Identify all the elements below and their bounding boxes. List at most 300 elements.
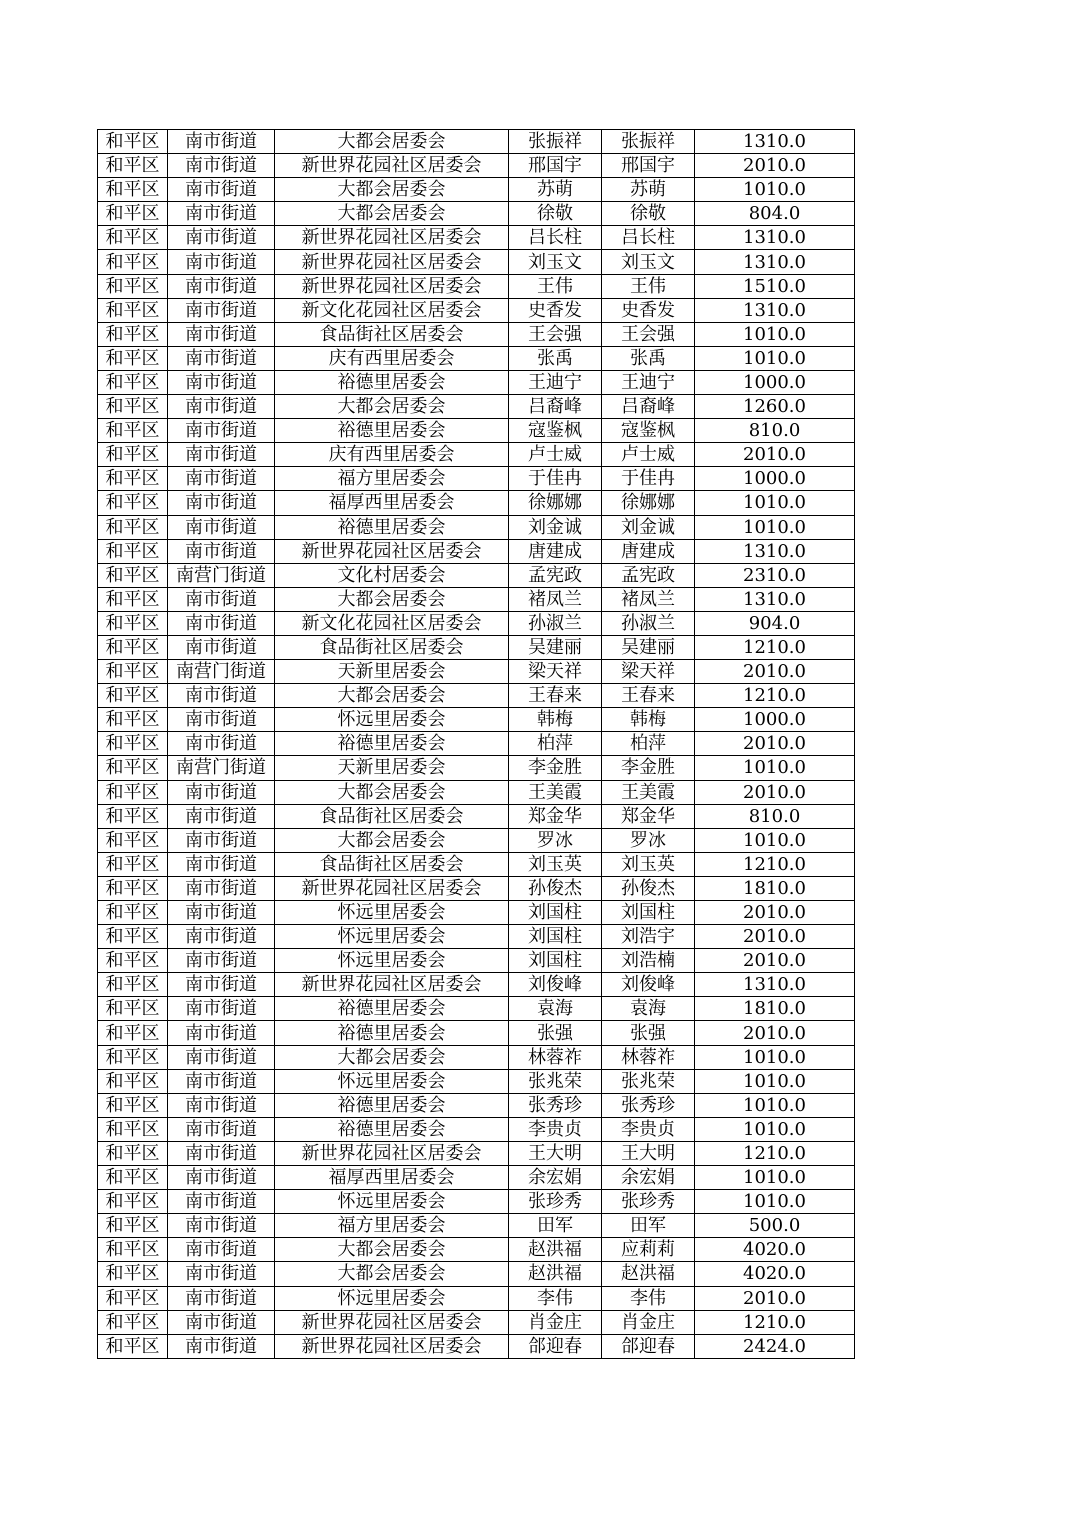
member-cell: 徐娜娜 [602, 491, 695, 515]
committee-cell: 新世界花园社区居委会 [275, 973, 509, 997]
table-row [98, 1238, 855, 1262]
applicant-cell: 孙俊杰 [509, 876, 602, 900]
member-cell: 王大明 [602, 1141, 695, 1165]
district-cell: 和平区 [98, 1166, 168, 1190]
street-cell: 南营门街道 [168, 756, 275, 780]
table-row [98, 828, 855, 852]
district-cell: 和平区 [98, 370, 168, 394]
table-row [98, 467, 855, 491]
district-cell: 和平区 [98, 901, 168, 925]
applicant-cell: 吕长柱 [509, 226, 602, 250]
street-cell: 南营门街道 [168, 563, 275, 587]
district-cell: 和平区 [98, 1286, 168, 1310]
amount-cell: 1260.0 [695, 395, 855, 419]
applicant-cell: 梁天祥 [509, 660, 602, 684]
applicant-cell: 王春来 [509, 684, 602, 708]
table-row [98, 1286, 855, 1310]
amount-cell: 2010.0 [695, 443, 855, 467]
table-row [98, 1262, 855, 1286]
applicant-cell: 韩梅 [509, 708, 602, 732]
committee-cell: 天新里居委会 [275, 660, 509, 684]
street-cell: 南市街道 [168, 298, 275, 322]
table-row [98, 997, 855, 1021]
applicant-cell: 刘金诚 [509, 515, 602, 539]
committee-cell: 大都会居委会 [275, 1238, 509, 1262]
applicant-cell: 李金胜 [509, 756, 602, 780]
member-cell: 李贵贞 [602, 1117, 695, 1141]
committee-cell: 新世界花园社区居委会 [275, 1141, 509, 1165]
committee-cell: 新文化花园社区居委会 [275, 298, 509, 322]
street-cell: 南市街道 [168, 539, 275, 563]
applicant-cell: 邢国宇 [509, 154, 602, 178]
member-cell: 韩梅 [602, 708, 695, 732]
district-cell: 和平区 [98, 1021, 168, 1045]
applicant-cell: 刘玉英 [509, 852, 602, 876]
applicant-cell: 张珍秀 [509, 1190, 602, 1214]
member-cell: 孟宪政 [602, 563, 695, 587]
applicant-cell: 张兆荣 [509, 1069, 602, 1093]
applicant-cell: 刘国柱 [509, 949, 602, 973]
member-cell: 刘浩楠 [602, 949, 695, 973]
street-cell: 南市街道 [168, 1238, 275, 1262]
district-cell: 和平区 [98, 563, 168, 587]
table-row [98, 587, 855, 611]
table-row [98, 395, 855, 419]
street-cell: 南市街道 [168, 635, 275, 659]
amount-cell: 2010.0 [695, 1021, 855, 1045]
district-cell: 和平区 [98, 1334, 168, 1358]
committee-cell: 新世界花园社区居委会 [275, 539, 509, 563]
amount-cell: 1210.0 [695, 1310, 855, 1334]
table-row [98, 250, 855, 274]
member-cell: 王春来 [602, 684, 695, 708]
table-row [98, 1334, 855, 1358]
district-cell: 和平区 [98, 949, 168, 973]
table-row [98, 370, 855, 394]
table-row [98, 876, 855, 900]
applicant-cell: 王美霞 [509, 780, 602, 804]
amount-cell: 2010.0 [695, 1286, 855, 1310]
table-row [98, 1069, 855, 1093]
street-cell: 南市街道 [168, 852, 275, 876]
applicant-cell: 王会强 [509, 322, 602, 346]
table-row [98, 1310, 855, 1334]
table-row [98, 274, 855, 298]
table-row [98, 563, 855, 587]
applicant-cell: 吕裔峰 [509, 395, 602, 419]
applicant-cell: 张秀珍 [509, 1093, 602, 1117]
street-cell: 南市街道 [168, 395, 275, 419]
member-cell: 梁天祥 [602, 660, 695, 684]
committee-cell: 怀远里居委会 [275, 901, 509, 925]
committee-cell: 大都会居委会 [275, 1045, 509, 1069]
committee-cell: 怀远里居委会 [275, 708, 509, 732]
member-cell: 苏萌 [602, 178, 695, 202]
district-cell: 和平区 [98, 876, 168, 900]
district-cell: 和平区 [98, 515, 168, 539]
committee-cell: 大都会居委会 [275, 684, 509, 708]
district-cell: 和平区 [98, 250, 168, 274]
district-cell: 和平区 [98, 491, 168, 515]
committee-cell: 大都会居委会 [275, 780, 509, 804]
committee-cell: 裕德里居委会 [275, 732, 509, 756]
committee-cell: 裕德里居委会 [275, 1117, 509, 1141]
member-cell: 徐敬 [602, 202, 695, 226]
committee-cell: 新世界花园社区居委会 [275, 274, 509, 298]
amount-cell: 2010.0 [695, 154, 855, 178]
amount-cell: 1310.0 [695, 973, 855, 997]
amount-cell: 1010.0 [695, 515, 855, 539]
amount-cell: 1010.0 [695, 1045, 855, 1069]
table-row [98, 949, 855, 973]
data-table [97, 129, 855, 1359]
district-cell: 和平区 [98, 130, 168, 154]
street-cell: 南市街道 [168, 1334, 275, 1358]
street-cell: 南市街道 [168, 1141, 275, 1165]
street-cell: 南市街道 [168, 202, 275, 226]
member-cell: 寇鉴枫 [602, 419, 695, 443]
amount-cell: 1310.0 [695, 587, 855, 611]
applicant-cell: 褚凤兰 [509, 587, 602, 611]
table-row [98, 635, 855, 659]
district-cell: 和平区 [98, 419, 168, 443]
amount-cell: 1010.0 [695, 322, 855, 346]
street-cell: 南市街道 [168, 587, 275, 611]
applicant-cell: 罗冰 [509, 828, 602, 852]
table-row [98, 178, 855, 202]
committee-cell: 福方里居委会 [275, 1214, 509, 1238]
table-row [98, 1166, 855, 1190]
district-cell: 和平区 [98, 1093, 168, 1117]
applicant-cell: 徐敬 [509, 202, 602, 226]
amount-cell: 810.0 [695, 419, 855, 443]
committee-cell: 裕德里居委会 [275, 1021, 509, 1045]
district-cell: 和平区 [98, 635, 168, 659]
member-cell: 田军 [602, 1214, 695, 1238]
table-row [98, 684, 855, 708]
applicant-cell: 余宏娟 [509, 1166, 602, 1190]
table-row [98, 780, 855, 804]
amount-cell: 2424.0 [695, 1334, 855, 1358]
district-cell: 和平区 [98, 925, 168, 949]
applicant-cell: 李伟 [509, 1286, 602, 1310]
member-cell: 卢士威 [602, 443, 695, 467]
committee-cell: 庆有西里居委会 [275, 443, 509, 467]
district-cell: 和平区 [98, 1141, 168, 1165]
street-cell: 南市街道 [168, 1021, 275, 1045]
district-cell: 和平区 [98, 1045, 168, 1069]
table-row [98, 1190, 855, 1214]
applicant-cell: 肖金庄 [509, 1310, 602, 1334]
amount-cell: 1510.0 [695, 274, 855, 298]
member-cell: 林蓉祚 [602, 1045, 695, 1069]
street-cell: 南市街道 [168, 515, 275, 539]
street-cell: 南市街道 [168, 804, 275, 828]
committee-cell: 食品街社区居委会 [275, 322, 509, 346]
amount-cell: 904.0 [695, 611, 855, 635]
member-cell: 刘俊峰 [602, 973, 695, 997]
committee-cell: 大都会居委会 [275, 395, 509, 419]
applicant-cell: 赵洪福 [509, 1238, 602, 1262]
district-cell: 和平区 [98, 804, 168, 828]
district-cell: 和平区 [98, 756, 168, 780]
table-row [98, 1045, 855, 1069]
applicant-cell: 王伟 [509, 274, 602, 298]
street-cell: 南市街道 [168, 684, 275, 708]
committee-cell: 裕德里居委会 [275, 997, 509, 1021]
street-cell: 南市街道 [168, 178, 275, 202]
applicant-cell: 徐娜娜 [509, 491, 602, 515]
committee-cell: 怀远里居委会 [275, 925, 509, 949]
applicant-cell: 赵洪福 [509, 1262, 602, 1286]
member-cell: 王伟 [602, 274, 695, 298]
applicant-cell: 孙淑兰 [509, 611, 602, 635]
district-cell: 和平区 [98, 443, 168, 467]
district-cell: 和平区 [98, 202, 168, 226]
street-cell: 南市街道 [168, 1310, 275, 1334]
street-cell: 南市街道 [168, 250, 275, 274]
district-cell: 和平区 [98, 708, 168, 732]
amount-cell: 2010.0 [695, 925, 855, 949]
applicant-cell: 柏萍 [509, 732, 602, 756]
applicant-cell: 林蓉祚 [509, 1045, 602, 1069]
street-cell: 南营门街道 [168, 660, 275, 684]
applicant-cell: 吴建丽 [509, 635, 602, 659]
district-cell: 和平区 [98, 467, 168, 491]
table-row [98, 419, 855, 443]
committee-cell: 新世界花园社区居委会 [275, 154, 509, 178]
district-cell: 和平区 [98, 587, 168, 611]
street-cell: 南市街道 [168, 346, 275, 370]
table-row [98, 226, 855, 250]
committee-cell: 福方里居委会 [275, 467, 509, 491]
committee-cell: 怀远里居委会 [275, 1286, 509, 1310]
member-cell: 李伟 [602, 1286, 695, 1310]
member-cell: 张兆荣 [602, 1069, 695, 1093]
district-cell: 和平区 [98, 660, 168, 684]
committee-cell: 天新里居委会 [275, 756, 509, 780]
table-row [98, 925, 855, 949]
member-cell: 应莉莉 [602, 1238, 695, 1262]
amount-cell: 500.0 [695, 1214, 855, 1238]
amount-cell: 2010.0 [695, 949, 855, 973]
committee-cell: 新世界花园社区居委会 [275, 1310, 509, 1334]
member-cell: 于佳冉 [602, 467, 695, 491]
applicant-cell: 刘国柱 [509, 925, 602, 949]
amount-cell: 1010.0 [695, 756, 855, 780]
amount-cell: 1010.0 [695, 1069, 855, 1093]
committee-cell: 裕德里居委会 [275, 1093, 509, 1117]
district-cell: 和平区 [98, 828, 168, 852]
amount-cell: 2310.0 [695, 563, 855, 587]
table-row [98, 130, 855, 154]
table-row [98, 1117, 855, 1141]
amount-cell: 1210.0 [695, 684, 855, 708]
member-cell: 邢国宇 [602, 154, 695, 178]
committee-cell: 新世界花园社区居委会 [275, 250, 509, 274]
street-cell: 南市街道 [168, 1166, 275, 1190]
applicant-cell: 史香发 [509, 298, 602, 322]
committee-cell: 大都会居委会 [275, 587, 509, 611]
member-cell: 王美霞 [602, 780, 695, 804]
table-row [98, 1214, 855, 1238]
amount-cell: 1010.0 [695, 346, 855, 370]
district-cell: 和平区 [98, 539, 168, 563]
member-cell: 刘浩宇 [602, 925, 695, 949]
street-cell: 南市街道 [168, 1214, 275, 1238]
street-cell: 南市街道 [168, 1045, 275, 1069]
member-cell: 吕裔峰 [602, 395, 695, 419]
table-row [98, 708, 855, 732]
street-cell: 南市街道 [168, 274, 275, 298]
district-cell: 和平区 [98, 322, 168, 346]
district-cell: 和平区 [98, 997, 168, 1021]
table-row [98, 973, 855, 997]
amount-cell: 2010.0 [695, 732, 855, 756]
district-cell: 和平区 [98, 1069, 168, 1093]
district-cell: 和平区 [98, 178, 168, 202]
street-cell: 南市街道 [168, 154, 275, 178]
district-cell: 和平区 [98, 1214, 168, 1238]
amount-cell: 1210.0 [695, 852, 855, 876]
street-cell: 南市街道 [168, 780, 275, 804]
committee-cell: 新文化花园社区居委会 [275, 611, 509, 635]
district-cell: 和平区 [98, 1262, 168, 1286]
district-cell: 和平区 [98, 346, 168, 370]
amount-cell: 1210.0 [695, 635, 855, 659]
committee-cell: 大都会居委会 [275, 178, 509, 202]
member-cell: 王会强 [602, 322, 695, 346]
amount-cell: 2010.0 [695, 901, 855, 925]
district-cell: 和平区 [98, 684, 168, 708]
street-cell: 南市街道 [168, 1069, 275, 1093]
member-cell: 史香发 [602, 298, 695, 322]
committee-cell: 怀远里居委会 [275, 1190, 509, 1214]
committee-cell: 大都会居委会 [275, 828, 509, 852]
committee-cell: 食品街社区居委会 [275, 852, 509, 876]
street-cell: 南市街道 [168, 1286, 275, 1310]
member-cell: 余宏娟 [602, 1166, 695, 1190]
applicant-cell: 王迪宁 [509, 370, 602, 394]
amount-cell: 1010.0 [695, 1093, 855, 1117]
table-row [98, 1021, 855, 1045]
district-cell: 和平区 [98, 852, 168, 876]
district-cell: 和平区 [98, 395, 168, 419]
street-cell: 南市街道 [168, 1262, 275, 1286]
committee-cell: 新世界花园社区居委会 [275, 876, 509, 900]
committee-cell: 大都会居委会 [275, 202, 509, 226]
street-cell: 南市街道 [168, 949, 275, 973]
amount-cell: 2010.0 [695, 780, 855, 804]
amount-cell: 4020.0 [695, 1262, 855, 1286]
member-cell: 褚凤兰 [602, 587, 695, 611]
district-cell: 和平区 [98, 274, 168, 298]
table-row [98, 660, 855, 684]
amount-cell: 804.0 [695, 202, 855, 226]
street-cell: 南市街道 [168, 226, 275, 250]
table-row [98, 202, 855, 226]
district-cell: 和平区 [98, 611, 168, 635]
amount-cell: 1310.0 [695, 250, 855, 274]
amount-cell: 1000.0 [695, 708, 855, 732]
member-cell: 郃迎春 [602, 1334, 695, 1358]
table-row [98, 298, 855, 322]
district-cell: 和平区 [98, 298, 168, 322]
amount-cell: 1010.0 [695, 1166, 855, 1190]
table-row [98, 322, 855, 346]
member-cell: 刘玉文 [602, 250, 695, 274]
street-cell: 南市街道 [168, 419, 275, 443]
street-cell: 南市街道 [168, 322, 275, 346]
table-row [98, 756, 855, 780]
member-cell: 张秀珍 [602, 1093, 695, 1117]
committee-cell: 新世界花园社区居委会 [275, 226, 509, 250]
amount-cell: 1010.0 [695, 1117, 855, 1141]
committee-cell: 食品街社区居委会 [275, 635, 509, 659]
committee-cell: 文化村居委会 [275, 563, 509, 587]
district-cell: 和平区 [98, 226, 168, 250]
amount-cell: 1010.0 [695, 491, 855, 515]
applicant-cell: 寇鉴枫 [509, 419, 602, 443]
table-row [98, 852, 855, 876]
table-row [98, 901, 855, 925]
member-cell: 肖金庄 [602, 1310, 695, 1334]
street-cell: 南市街道 [168, 1117, 275, 1141]
table-row [98, 1093, 855, 1117]
table-row [98, 491, 855, 515]
committee-cell: 裕德里居委会 [275, 515, 509, 539]
committee-cell: 福厚西里居委会 [275, 1166, 509, 1190]
applicant-cell: 张禹 [509, 346, 602, 370]
member-cell: 王迪宁 [602, 370, 695, 394]
street-cell: 南市街道 [168, 925, 275, 949]
applicant-cell: 苏萌 [509, 178, 602, 202]
applicant-cell: 袁海 [509, 997, 602, 1021]
applicant-cell: 李贵贞 [509, 1117, 602, 1141]
member-cell: 郑金华 [602, 804, 695, 828]
street-cell: 南市街道 [168, 997, 275, 1021]
street-cell: 南市街道 [168, 1093, 275, 1117]
committee-cell: 福厚西里居委会 [275, 491, 509, 515]
street-cell: 南市街道 [168, 491, 275, 515]
member-cell: 吴建丽 [602, 635, 695, 659]
amount-cell: 4020.0 [695, 1238, 855, 1262]
street-cell: 南市街道 [168, 611, 275, 635]
street-cell: 南市街道 [168, 973, 275, 997]
street-cell: 南市街道 [168, 828, 275, 852]
amount-cell: 1310.0 [695, 539, 855, 563]
committee-cell: 大都会居委会 [275, 1262, 509, 1286]
amount-cell: 2010.0 [695, 660, 855, 684]
applicant-cell: 田军 [509, 1214, 602, 1238]
member-cell: 罗冰 [602, 828, 695, 852]
amount-cell: 810.0 [695, 804, 855, 828]
applicant-cell: 于佳冉 [509, 467, 602, 491]
member-cell: 张珍秀 [602, 1190, 695, 1214]
table-row [98, 732, 855, 756]
amount-cell: 1000.0 [695, 467, 855, 491]
street-cell: 南市街道 [168, 130, 275, 154]
member-cell: 孙淑兰 [602, 611, 695, 635]
amount-cell: 1000.0 [695, 370, 855, 394]
street-cell: 南市街道 [168, 708, 275, 732]
applicant-cell: 孟宪政 [509, 563, 602, 587]
table-row [98, 346, 855, 370]
applicant-cell: 张强 [509, 1021, 602, 1045]
table-row [98, 515, 855, 539]
applicant-cell: 刘俊峰 [509, 973, 602, 997]
district-cell: 和平区 [98, 973, 168, 997]
